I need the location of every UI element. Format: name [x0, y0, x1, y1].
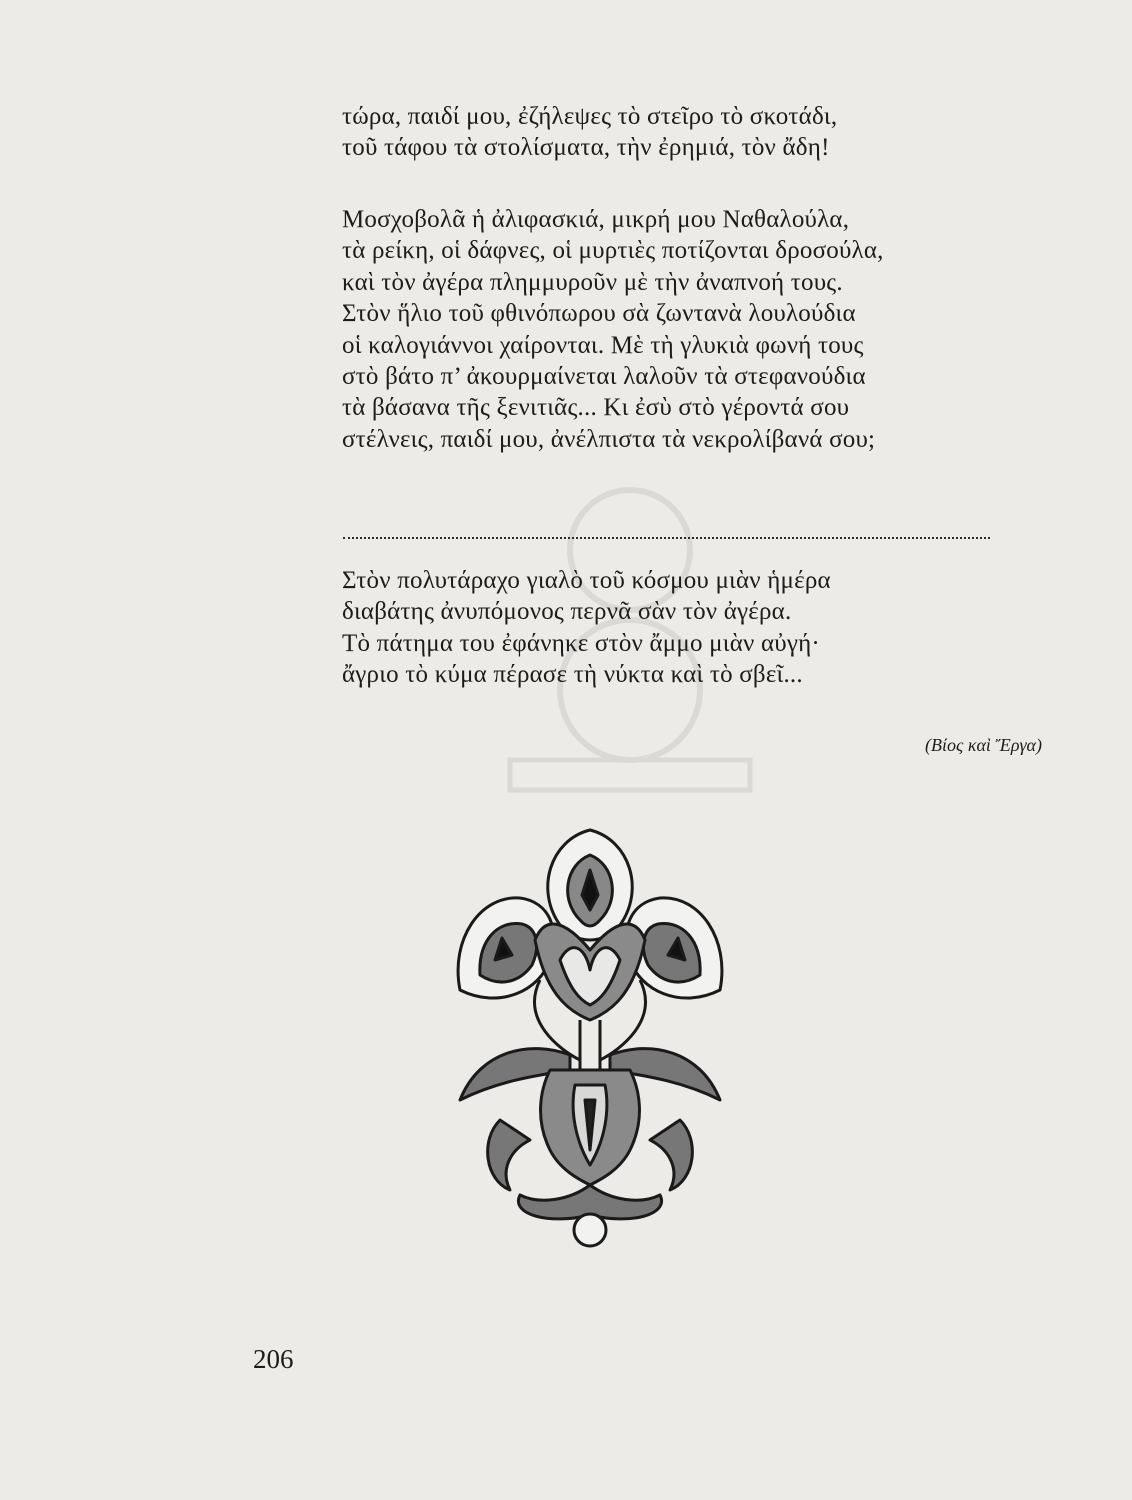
- poem-line: τὰ ρείκη, οἱ δάφνες, οἱ μυρτιὲς ποτίζονται δροσούλα,: [342, 237, 884, 265]
- source-citation: (Βίος καὶ Ἔργα): [925, 735, 1042, 755]
- ellipsis-divider: [343, 537, 990, 539]
- poem-line: τοῦ τάφου τὰ στολίσματα, τὴν ἐρημιά, τὸν ἄδη!: [342, 134, 830, 162]
- poem-line: ἄγριο τὸ κύμα πέρασε τὴ νύκτα καὶ τὸ σβεῖ...: [342, 661, 803, 689]
- poem-line: στέλνεις, παιδί μου, ἀνέλπιστα τὰ νεκρολίβανά σου;: [342, 425, 876, 453]
- poem-line: οἱ καλογιάννοι χαίρονται. Μὲ τὴ γλυκιὰ φωνή τους: [342, 331, 864, 359]
- poem-stanza-3: [342, 565, 1062, 691]
- poem-line: καὶ τὸν ἀγέρα πλημμυροῦν μὲ τὴν ἀναπνοή τους.: [342, 268, 843, 296]
- poem-line: Μοσχοβολᾶ ἡ ἀλιφασκιά, μικρή μου Ναθαλούλα,: [342, 206, 850, 233]
- poem-line: διαβάτης ἀνυπόμονος περνᾶ σὰν τὸν ἀγέρα.: [342, 598, 792, 626]
- poem-line: τώρα, παιδί μου, ἐζήλεψες τὸ στεῖρο τὸ σκοτάδι,: [342, 103, 838, 130]
- page-number: 206: [253, 1344, 294, 1374]
- poem-line: Στὸν ἥλιο τοῦ φθινόπωρου σὰ ζωντανὰ λουλούδια: [342, 300, 856, 328]
- poem-stanza-1: [342, 101, 1062, 164]
- poem-line: Στὸν πολυτάραχο γιαλὸ τοῦ κόσμου μιὰν ἡμέρα: [342, 567, 831, 594]
- poem-stanza-2: [342, 204, 1062, 455]
- poem-line: τὰ βάσανα τῆς ξενιτιᾶς... Κι ἐσὺ στὸ γέροντά σου: [342, 394, 850, 422]
- floral-vase-ornament-icon: [440, 820, 740, 1260]
- poem-line: στὸ βάτο π’ ἀκουρμαίνεται λαλοῦν τὰ στεφανούδια: [342, 363, 866, 391]
- poem-line: Τὸ πάτημα του ἐφάνηκε στὸν ἄμμο μιὰν αὐγή·: [342, 629, 820, 657]
